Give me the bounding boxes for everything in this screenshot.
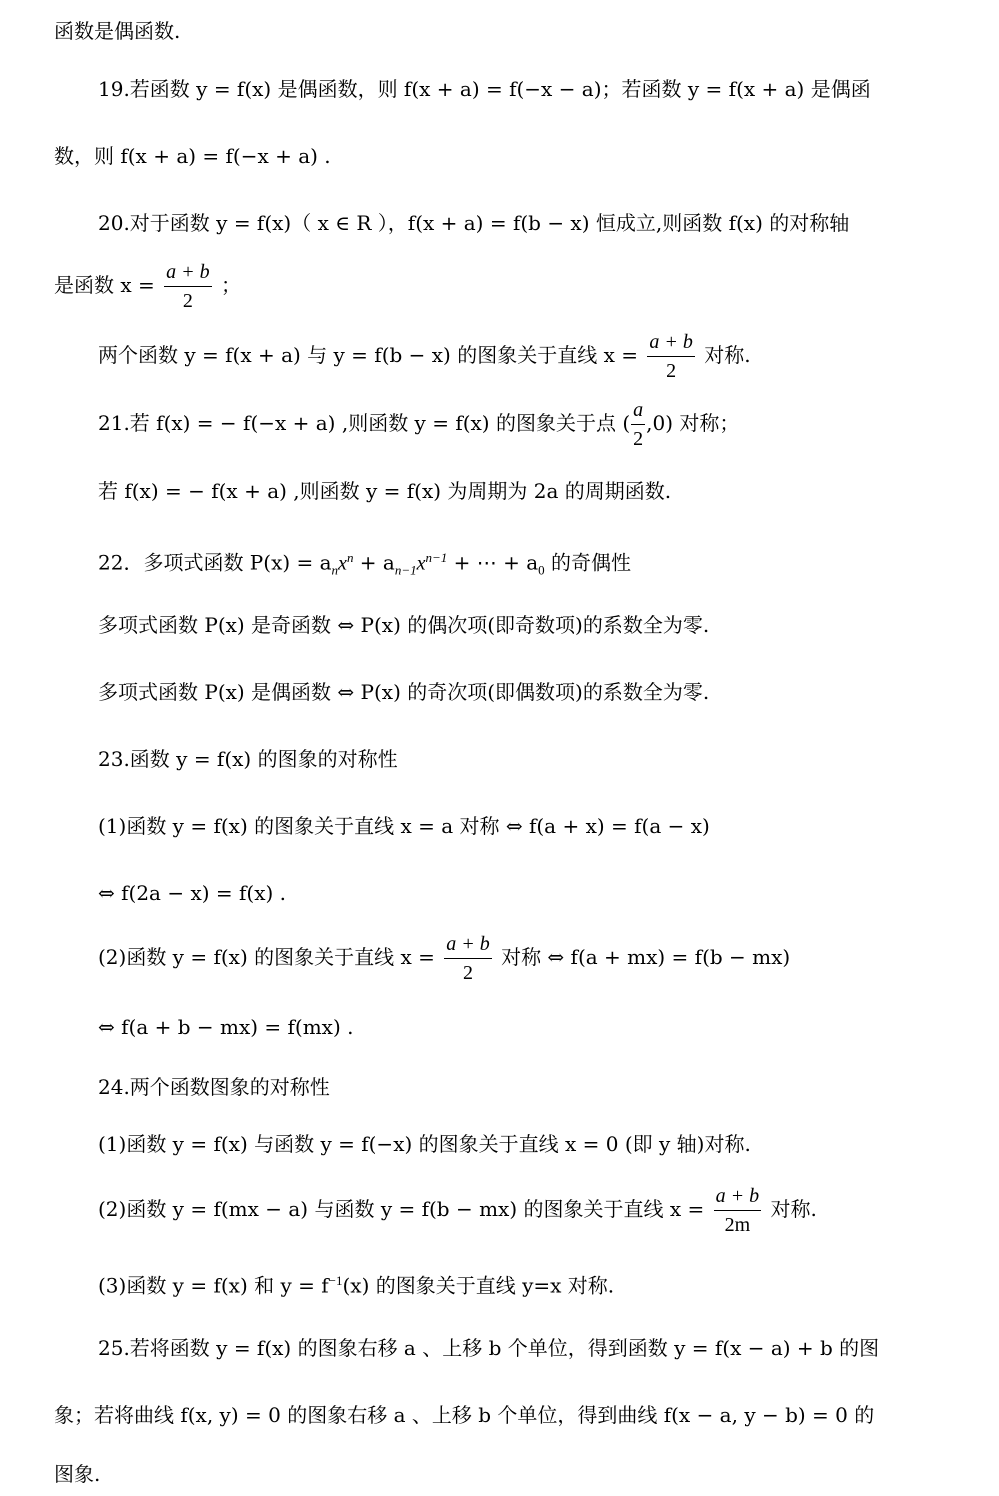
- line-text: 对称.: [770, 1197, 817, 1221]
- line-text: (2)函数 y = f(x) 的图象关于直线 x =: [98, 945, 435, 969]
- text-line-23c: [98, 930, 790, 987]
- superscript: n: [346, 550, 354, 565]
- fraction-denominator: 2m: [724, 1214, 751, 1236]
- subscript: 0: [538, 562, 545, 578]
- line-text: 22．多项式函数 P(x) = a: [98, 550, 332, 575]
- line-text: 21.若 f(x) = − f(−x + a) ,则函数 y = f(x) 的图象关于点 (: [98, 411, 631, 435]
- fraction-denominator: 2: [462, 962, 473, 984]
- text-line-19a: [98, 74, 871, 104]
- subscript: n−1: [394, 562, 417, 578]
- line-text: 23.函数 y = f(x) 的图象的对称性: [98, 747, 398, 771]
- text-line-21b: [98, 476, 671, 506]
- fraction-denominator: 2: [633, 428, 644, 450]
- line-text: ⇔ f(a + b − mx) = f(mx) .: [98, 1015, 354, 1039]
- line-text: 24.两个函数图象的对称性: [98, 1075, 330, 1099]
- line-text: 象；若将曲线 f(x, y) = 0 的图象右移 a 、上移 b 个单位，得到曲线 f(x − a, y − b) = 0 的: [54, 1403, 875, 1427]
- text-line-23b: [98, 878, 286, 908]
- text-line-22b: [98, 610, 709, 640]
- line-text: 对称 ⇔ f(a + mx) = f(b − mx): [501, 945, 791, 969]
- line-text: ,0) 对称；: [646, 411, 740, 435]
- line-text: + ⋯ + a: [447, 550, 539, 575]
- line-text: 20.对于函数 y = f(x)（ x ∈ R ），f(x + a) = f(b − x) 恒成立,则函数 f(x) 的对称轴: [98, 211, 850, 235]
- line-text: 数，则 f(x + a) = f(−x + a) .: [54, 144, 331, 168]
- line-text: 19.若函数 y = f(x) 是偶函数，则 f(x + a) = f(−x − a)；若函数 y = f(x + a) 是偶函: [98, 77, 871, 101]
- fraction-numerator: a + b: [714, 1182, 762, 1211]
- fraction: [631, 396, 645, 453]
- line-text: (x) 的图象关于直线 y=x 对称.: [342, 1273, 615, 1298]
- fraction-denominator: 2: [182, 290, 193, 312]
- line-text: 25.若将函数 y = f(x) 的图象右移 a 、上移 b 个单位，得到函数 y = f(x − a) + b 的图: [98, 1336, 880, 1360]
- text-line-25a: [98, 1333, 879, 1363]
- text-line-24a: [98, 1129, 751, 1159]
- text-line-19b: [54, 141, 331, 171]
- line-text: + a: [353, 550, 395, 575]
- text-line-23: [98, 744, 398, 774]
- subscript: n: [331, 562, 339, 578]
- superscript: n−1: [425, 550, 448, 565]
- text-line-23a: [98, 811, 710, 841]
- line-text: (2)函数 y = f(mx − a) 与函数 y = f(b − mx) 的图象关于直线 x =: [98, 1197, 705, 1221]
- line-text: (1)函数 y = f(x) 与函数 y = f(−x) 的图象关于直线 x = 0 (即 y 轴)对称.: [98, 1132, 751, 1156]
- fraction-denominator: 2: [666, 360, 677, 382]
- superscript: −1: [328, 1273, 343, 1288]
- text-line-22c: [98, 677, 709, 707]
- fraction-numerator: a + b: [164, 258, 212, 287]
- line-text: 函数是偶函数.: [54, 19, 181, 43]
- line-text: ；: [220, 273, 241, 297]
- text-line-20b: [54, 258, 241, 315]
- variable: x: [338, 552, 347, 575]
- text-line-25b: [54, 1400, 874, 1430]
- line-text: (3)函数 y = f(x) 和 y = f: [98, 1273, 329, 1298]
- text-line-24: [98, 1072, 330, 1102]
- text-line-25c: [54, 1459, 100, 1489]
- line-text: 对称.: [704, 343, 751, 367]
- line-text: 若 f(x) = − f(x + a) ,则函数 y = f(x) 为周期为 2a 的周期函数.: [98, 479, 672, 503]
- text-line-20c: [98, 328, 751, 385]
- line-text: 两个函数 y = f(x + a) 与 y = f(b − x) 的图象关于直线 x =: [98, 343, 638, 367]
- text-line-20a: [98, 208, 849, 238]
- line-text: 是函数 x =: [54, 273, 155, 297]
- fraction: [164, 258, 212, 315]
- fraction: [714, 1182, 762, 1239]
- line-text: (1)函数 y = f(x) 的图象关于直线 x = a 对称 ⇔ f(a + x) = f(a − x): [98, 814, 710, 838]
- line-text: ⇔ f(2a − x) = f(x) .: [98, 881, 286, 905]
- fraction-numerator: a: [631, 396, 645, 425]
- fraction-numerator: a + b: [444, 930, 492, 959]
- text-line-22: [98, 543, 631, 586]
- fraction: [647, 328, 695, 385]
- text-line-24b: [98, 1182, 817, 1239]
- text-line-0: [54, 16, 180, 46]
- text-line-23d: [98, 1012, 353, 1042]
- line-text: 多项式函数 P(x) 是奇函数 ⇔ P(x) 的偶次项(即奇数项)的系数全为零.: [98, 613, 710, 637]
- line-text: 的奇偶性: [544, 550, 632, 575]
- text-line-21a: [98, 396, 739, 453]
- fraction-numerator: a + b: [647, 328, 695, 357]
- text-line-24c: [98, 1266, 614, 1301]
- variable: x: [416, 552, 426, 575]
- fraction: [444, 930, 492, 987]
- line-text: 多项式函数 P(x) 是偶函数 ⇔ P(x) 的奇次项(即偶数项)的系数全为零.: [98, 680, 710, 704]
- line-text: 图象.: [54, 1462, 101, 1486]
